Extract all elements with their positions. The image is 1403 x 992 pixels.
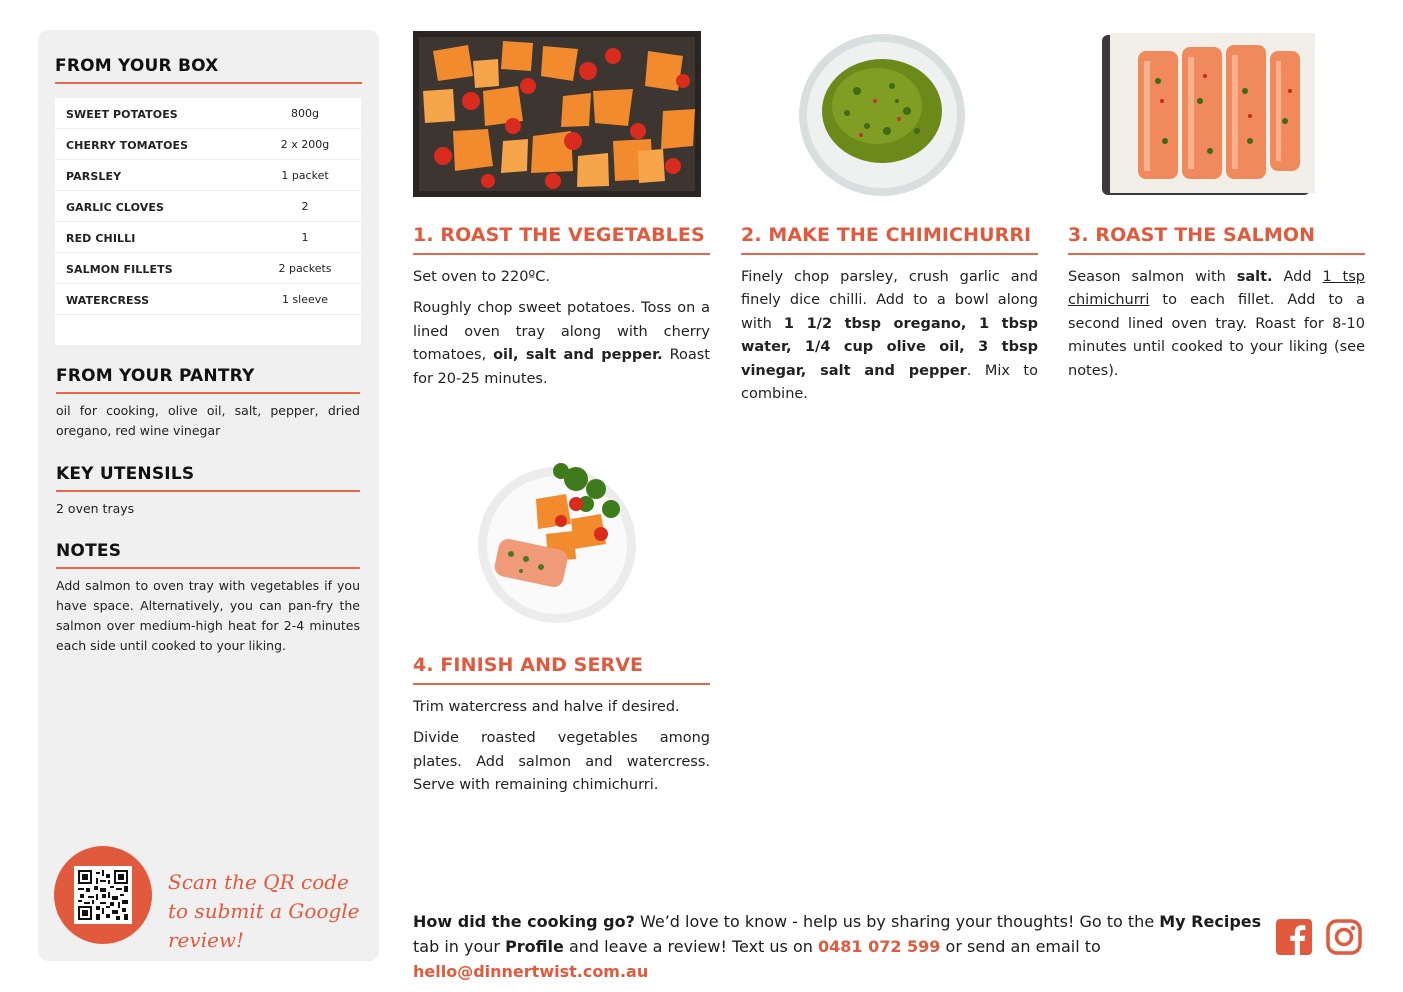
ingredient-qty: 1 sleeve — [281, 293, 329, 306]
ingredient-name: GARLIC CLOVES — [66, 201, 165, 214]
ingredient-row — [55, 222, 361, 253]
ingredient-qty: 1 packet — [281, 169, 329, 182]
step-2-body — [741, 266, 1038, 414]
my-recipes-label: My Recipes — [1159, 912, 1262, 931]
qr-code-icon — [78, 870, 128, 920]
divider — [413, 253, 710, 255]
sidebar — [38, 30, 379, 961]
step-1-image — [413, 31, 701, 197]
text-run: . Mix to combine. — [741, 362, 1038, 403]
step-4-image — [476, 459, 638, 624]
text-run: Season salmon with — [1068, 269, 1237, 285]
utensils-text: 2 oven trays — [56, 501, 135, 516]
ingredient-row — [55, 191, 361, 222]
step-2-title: 2. MAKE THE CHIMICHURRI — [741, 224, 1032, 246]
from-your-box-heading: FROM YOUR BOX — [55, 56, 219, 76]
ingredient-row — [55, 129, 361, 160]
ingredient-name: RED CHILLI — [66, 232, 136, 245]
ingredients-table — [55, 98, 361, 345]
ingredient-qty: 2 packets — [278, 262, 332, 275]
ingredient-name: SWEET POTATOES — [66, 108, 178, 121]
step-1-text: Set oven to 220ºC. — [413, 269, 550, 285]
step-3-text — [1068, 266, 1365, 383]
instagram-icon[interactable] — [1326, 919, 1362, 955]
step-4-text: Divide roasted vegetables among plates. Add salmon and watercress. Serve with remaining chimichurri. — [413, 730, 710, 794]
text-run: Add — [1272, 269, 1323, 285]
divider — [56, 567, 360, 569]
divider — [56, 392, 360, 394]
ingredient-name: CHERRY TOMATOES — [66, 139, 189, 152]
notes-text: Add salmon to oven tray with vegetables if you have space. Alternatively, you can pan-fry the salmon over medium-high heat for 2-4 minutes each side until cooked to your liking. — [56, 578, 360, 653]
text-run: or send an email to — [940, 937, 1101, 956]
step-4-text: Trim watercress and halve if desired. — [413, 699, 680, 715]
divider — [1068, 253, 1365, 255]
step-2-image — [797, 31, 967, 197]
text-run: to each fillet. Add to a second lined oven tray. Roast for 8-10 minutes until cooked to your liking (see notes). — [1068, 292, 1365, 379]
key-utensils-heading: KEY UTENSILS — [56, 464, 195, 484]
bold-ingredients: 1 1/2 tbsp oregano, 1 tbsp water, 1/4 cup olive oil, 3 tbsp vinegar, salt and pepper — [741, 315, 1038, 379]
step-4-title: 4. FINISH AND SERVE — [413, 654, 644, 676]
underlined-ingredient: 1 tsp chimichurri — [1068, 269, 1366, 309]
ingredient-row — [55, 98, 361, 129]
from-your-pantry-heading: FROM YOUR PANTRY — [56, 366, 255, 386]
ingredient-qty: 800g — [291, 107, 319, 120]
notes-heading: NOTES — [56, 541, 122, 561]
facebook-icon[interactable] — [1276, 919, 1312, 955]
text-run: We’d love to know - help us by sharing your thoughts! Go to the — [634, 912, 1160, 931]
ingredient-name: PARSLEY — [66, 170, 122, 183]
footer-question: How did the cooking go? — [413, 912, 635, 931]
ingredient-row — [55, 253, 361, 284]
qr-code[interactable] — [74, 866, 132, 924]
qr-caption: Scan the QR code to submit a Google review! — [168, 870, 360, 952]
footer-review-text — [413, 909, 1263, 984]
ingredient-name: SALMON FILLETS — [66, 263, 173, 276]
text-run: Finely chop parsley, crush garlic and finely dice chilli. Add to a bowl along with — [741, 269, 1038, 332]
divider — [56, 490, 360, 492]
qr-code-badge[interactable] — [54, 846, 152, 944]
text-run: Roast for 20-25 minutes. — [413, 347, 710, 387]
pantry-text: oil for cooking, olive oil, salt, pepper, dried oregano, red wine vinegar — [56, 403, 360, 438]
divider — [55, 82, 362, 84]
step-1-title: 1. ROAST THE VEGETABLES — [413, 224, 705, 246]
step-3-image — [1100, 31, 1320, 197]
bold-ingredients: salt. — [1236, 269, 1273, 285]
ingredient-qty: 1 — [301, 231, 309, 244]
divider — [741, 253, 1038, 255]
ingredient-qty: 2 — [301, 200, 309, 213]
text-run: Roughly chop sweet potatoes. Toss on a lined oven tray along with cherry tomatoes, — [413, 300, 710, 364]
text-run: and leave a review! Text us on — [563, 937, 818, 956]
email-link[interactable]: hello@dinnertwist.com.au — [413, 962, 649, 981]
phone-link[interactable]: 0481 072 599 — [817, 937, 941, 956]
ingredient-row — [55, 284, 361, 315]
ingredient-row — [55, 160, 361, 191]
profile-label: Profile — [505, 937, 564, 956]
divider — [413, 683, 710, 685]
step-3-body — [1068, 266, 1365, 391]
step-1-body — [413, 266, 710, 399]
ingredient-name: WATERCRESS — [66, 294, 150, 307]
step-3-title: 3. ROAST THE SALMON — [1068, 224, 1316, 246]
text-run: tab in your — [413, 937, 506, 956]
ingredient-qty: 2 x 200g — [280, 138, 330, 151]
step-2-text — [741, 266, 1038, 406]
bold-ingredients: oil, salt and pepper. — [493, 347, 663, 364]
step-4-body — [413, 696, 710, 806]
step-1-text — [413, 297, 710, 391]
